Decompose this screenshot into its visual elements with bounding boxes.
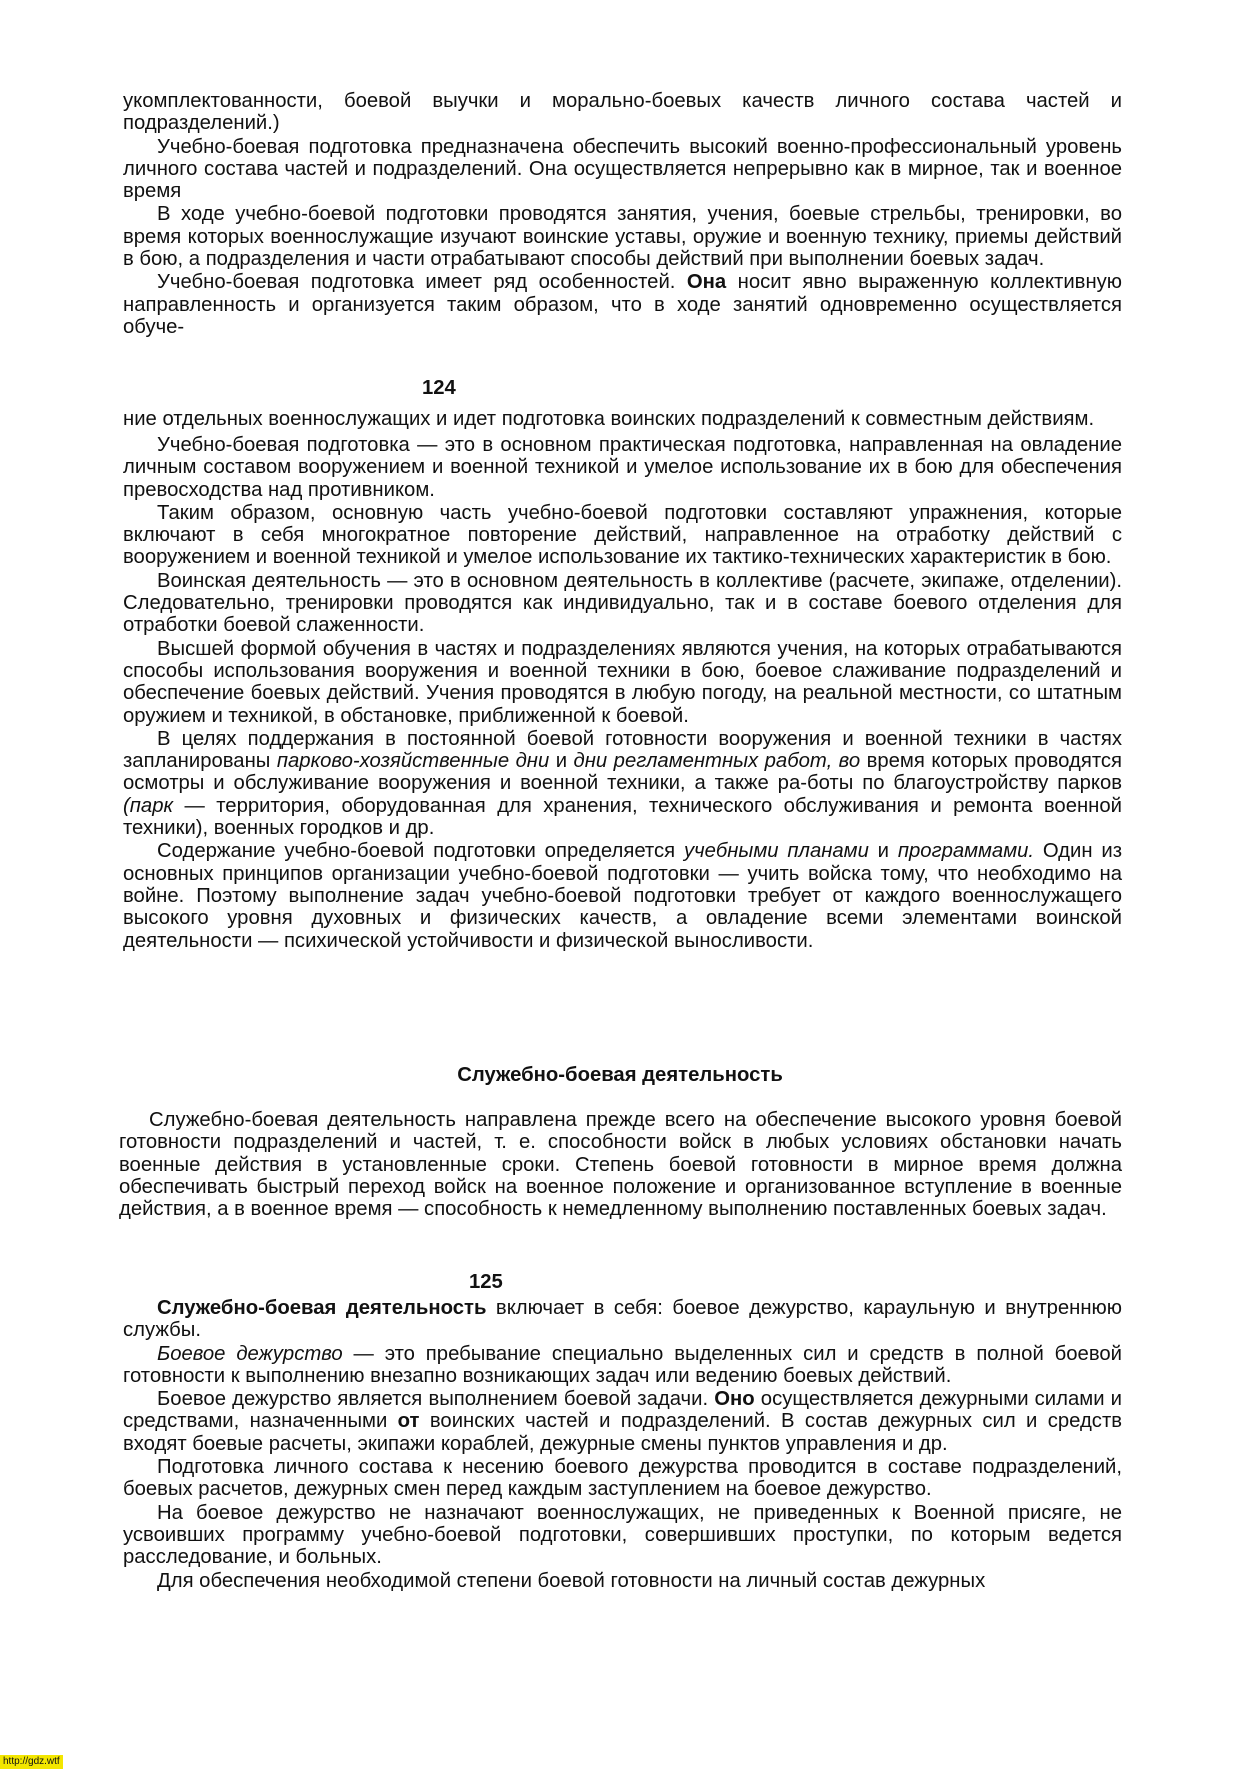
text-run: и	[549, 750, 574, 773]
paragraph	[123, 1388, 1122, 1455]
text-block-page-125	[123, 1297, 1122, 1592]
italic-text: Боевое дежурство	[157, 1342, 343, 1365]
paragraph: Подготовка личного состава к несению боевого дежурства проводится в составе подразделений, боевых расчетов, дежурных смен перед каждым заступлением на боевое дежурство.	[123, 1456, 1122, 1501]
page-number: 124	[422, 377, 456, 399]
text-run: В целях поддержания в постоянной боевой готовности вооружения и военной техники в частях запланированы	[123, 727, 1122, 773]
bold-text: от	[397, 1410, 420, 1433]
text-run: — это пребывание специально выделенных сил и средств в полной боевой готовности к выполнению внезапно возникающих задач или ведению боевых действий.	[123, 1342, 1122, 1387]
paragraph	[123, 1297, 1122, 1342]
text-run: носит явно выраженную коллективную направленность и организуется таким образом, что в ходе занятий одновременно осуществляется обуче-	[123, 271, 1123, 338]
text-run: включает в себя: боевое дежурство, караульную и внутреннюю службы.	[123, 1297, 1122, 1342]
text-run: время которых проводятся осмотры и обслуживание вооружения и военной техники, а также ра-боты по благоустройству парков	[123, 750, 1122, 795]
paragraph	[123, 271, 1122, 338]
paragraph: В ходе учебно-боевой подготовки проводятся занятия, учения, боевые стрельбы, тренировки, во время которых военнослужащие изучают воинские уставы, оружие и военную технику, приемы действий в бою, а подразделения и части отрабатывают способы действий при выполнении боевых задач.	[123, 203, 1122, 271]
bold-text: Оно	[714, 1388, 755, 1411]
italic-text: программами.	[897, 840, 1035, 863]
section-heading: Служебно-боевая деятельность	[457, 1064, 783, 1086]
italic-text: дни регламентных работ, во	[573, 750, 861, 773]
paragraph	[123, 1343, 1122, 1388]
italic-text: парково-хозяйственные дни	[276, 750, 550, 773]
text-run: Учебно-боевая подготовка имеет ряд особенностей.	[157, 271, 687, 294]
text-run: и	[868, 840, 898, 863]
page-number: 125	[469, 1271, 503, 1293]
paragraph: Для обеспечения необходимой степени боевой готовности на личный состав дежурных	[157, 1569, 986, 1592]
paragraph: Воинская деятельность — это в основном деятельность в коллективе (расчете, экипаже, отделении). Следовательно, тренировки проводятся как индивидуально, так и в составе боевого отделения для отработки боевой слаженности.	[123, 569, 1122, 637]
paragraph: Таким образом, основную часть учебно-боевой подготовки составляют упражнения, которые включают в себя многократное повторение действий, направленное на отработку действий с вооружением и военной техникой и умелое использование их тактико-технических характеристик в бою.	[123, 501, 1122, 569]
text-block-page-124	[123, 406, 1122, 952]
text-run: Боевое дежурство является выполнением боевой задачи.	[157, 1388, 715, 1411]
italic-text: (парк	[123, 794, 174, 817]
bold-text: Она	[686, 271, 727, 294]
paragraph: Учебно-боевая подготовка — это в основном практическая подготовка, направленная на овладение личным составом вооружением и военной техникой и умелое использование их в бою для обеспечения превосходства над противником.	[123, 434, 1122, 501]
text-block-top	[123, 90, 1122, 338]
paragraph: укомплектованности, боевой выучки и морально-боевых качеств личного состава частей и подразделений.)	[123, 90, 1122, 135]
text-run: воинских частей и подразделений. В состав дежурных сил и средств входят боевые расчеты, экипажи кораблей, дежурные смены пунктов управления и др.	[123, 1410, 1123, 1455]
paragraph: Учебно-боевая подготовка предназначена обеспечить высокий военно-профессиональный уровень личного состава частей и подразделений. Она осуществляется непрерывно как в мирное, так и военное время	[123, 135, 1122, 203]
paragraph	[123, 728, 1122, 839]
text-run: Один из основных принципов организации учебно-боевой подготовки — учить войска тому, что необходимо на войне. Поэтому выполнение задач учебно-боевой подготовки требует от каждого военнослужащего высокого уровня духовных и физических качеств, а овладение всеми элементами воинской деятельности — психической устойчивости и физической выносливости.	[123, 840, 1122, 952]
paragraph	[123, 840, 1122, 951]
text-run: осуществляется дежурными силами и средствами, назначенными	[123, 1388, 1122, 1433]
watermark-link[interactable]: http://gdz.wtf	[0, 1755, 63, 1769]
paragraph: Служебно-боевая деятельность направлена прежде всего на обеспечение высокого уровня боевой готовности подразделений и частей, т. е. способности войск в любых условиях обстановки начать военные действия в установленные сроки. Степень боевой готовности в мирное время должна обеспечивать быстрый переход войск на военное положение и организованное вступление в военные действия, а в военное время — способность к немедленному выполнению поставленных боевых задач.	[119, 1109, 1122, 1221]
text-run: Содержание учебно-боевой подготовки определяется	[157, 840, 684, 863]
text-run: — территория, оборудованная для хранения, технического обслуживания и ремонта военной техники), военных городков и др.	[123, 794, 1122, 840]
bold-text: Служебно-боевая деятельность	[157, 1297, 487, 1319]
text-block-section	[119, 1109, 1122, 1220]
paragraph: Высшей формой обучения в частях и подразделениях являются учения, на которых отрабатываются способы использования вооружения и военной техники в бою, боевое слаживание подразделений и обеспечение боевых действий. Учения проводятся в любую погоду, на реальной местности, со штатным оружием и техникой, в обстановке, приближенной к боевой.	[123, 637, 1122, 727]
italic-text: учебными планами	[683, 840, 869, 863]
paragraph: На боевое дежурство не назначают военнослужащих, не приведенных к Военной присяге, не усвоивших программу учебно-боевой подготовки, совершивших проступки, по которым ведется расследование, и больных.	[123, 1501, 1122, 1569]
paragraph: ние отдельных военнослужащих и идет подготовка воинских подразделений к совместным действиям.	[123, 408, 1095, 430]
